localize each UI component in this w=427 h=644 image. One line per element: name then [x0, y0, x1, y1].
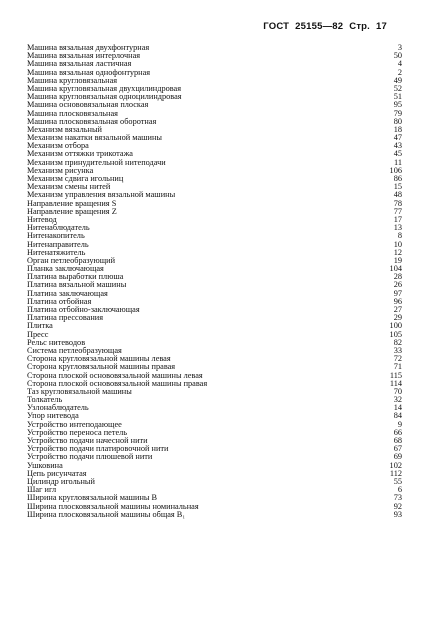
index-entry	[27, 388, 402, 396]
index-page-number: 70	[393, 386, 402, 396]
index-entry	[27, 314, 402, 322]
index-term: Машина кругловязальная	[27, 75, 118, 85]
index-term: Платина выработки плюша	[27, 272, 124, 282]
index-page-number: 106	[389, 165, 402, 175]
index-term: Механизм управления вязальной машины	[27, 190, 176, 200]
index-page-number: 55	[393, 476, 402, 486]
index-term: Механизм накатки вязальной машины	[27, 133, 162, 143]
index-term: Машина основовязальная плоская	[27, 100, 149, 110]
index-term: Толкатель	[27, 395, 63, 405]
index-term: Механизм смены нитей	[27, 182, 111, 192]
index-page-number: 82	[393, 337, 402, 347]
index-page-number: 26	[393, 280, 402, 290]
index-page-number: 45	[393, 149, 402, 159]
index-term: Планка заключающая	[27, 264, 104, 274]
index-term: Платина отбойная	[27, 296, 92, 306]
index-term: Направление вращения S	[27, 198, 117, 208]
index-term: Нитенатяжитель	[27, 247, 86, 257]
index-term: Механизм сдвига игольниц	[27, 174, 124, 183]
index-page-number: 14	[393, 403, 402, 413]
index-page-number: 69	[393, 452, 402, 462]
index-page-number: 102	[389, 460, 402, 470]
index-term: Плитка	[27, 321, 53, 331]
index-page-number: 80	[393, 116, 402, 126]
index-term: Сторона кругловязальной машины правая	[27, 362, 176, 372]
index-term: Нитевод	[27, 214, 57, 224]
index-page-number: 17	[393, 214, 402, 224]
index-term: Механизм принудительной нитеподачи	[27, 157, 166, 167]
gost-label: ГОСТ	[263, 21, 290, 32]
index-term: Шаг игл	[27, 485, 57, 495]
index-page-number: 48	[393, 190, 402, 200]
index-page-number: 79	[393, 108, 402, 118]
index-term: Система петлеобразующая	[27, 345, 122, 355]
index-page-number: 96	[393, 296, 402, 306]
index-page-number: 33	[393, 345, 402, 355]
index-page-number: 6	[397, 485, 402, 495]
index-page-number: 12	[393, 247, 402, 257]
index-page-number: 49	[393, 75, 402, 85]
index-term: Машина плосковязальная оборотная	[27, 116, 157, 126]
index-page-number: 51	[393, 92, 402, 102]
index-page-number: 73	[393, 493, 402, 503]
index-term: Ширина плосковязальной машины номинальная	[27, 501, 199, 511]
index-term: Нитенакопитель	[27, 231, 85, 241]
index-term: Нитенаблюдатель	[27, 223, 90, 233]
index-term: Ширина плосковязальной машины общая B₁	[27, 509, 186, 519]
index-term: Устройство подачи платировочной нити	[27, 444, 169, 454]
index-entry	[27, 404, 402, 412]
index-term: Устройство подачи начесной нити	[27, 436, 148, 445]
index-term: Машина вязальная двухфонтурная	[27, 43, 150, 52]
index-page-number: 19	[393, 255, 402, 265]
index-term: Платина заключающая	[27, 288, 108, 298]
index-page-number: 68	[393, 436, 402, 445]
index-page-number: 93	[393, 509, 402, 519]
index-term: Платина отбойно-заключающая	[27, 305, 140, 314]
index-term: Механизм вязальный	[27, 124, 102, 134]
index-term: Ушковина	[27, 460, 63, 470]
index-page-number: 2	[397, 67, 402, 77]
index-term: Устройство переноса петель	[27, 427, 128, 437]
index-entry	[27, 322, 402, 330]
index-term: Машина вязальная однофонтурная	[27, 67, 151, 77]
index-page-number: 105	[389, 329, 402, 339]
index-term: Механизм оттяжки трикотажа	[27, 149, 133, 159]
index-term: Пресс	[27, 329, 49, 339]
index-page-number: 29	[393, 313, 402, 323]
index-term: Устройство интеподающее	[27, 419, 122, 429]
index-term: Машина плосковязальная	[27, 108, 118, 118]
index-page-number: 72	[393, 354, 402, 364]
index-term: Сторона кругловязальной машины левая	[27, 354, 171, 364]
index-page-number: 67	[393, 444, 402, 454]
index-page-number: 13	[393, 223, 402, 233]
index-term: Сторона плоской основовязальной машины левая	[27, 370, 203, 380]
index-term: Рельс нитеводов	[27, 337, 86, 347]
gost-number: 25155—82	[295, 21, 344, 32]
index-page-number: 52	[393, 83, 402, 93]
index-page-number: 9	[397, 419, 402, 429]
index-page-number: 104	[389, 264, 402, 274]
index-page-number: 47	[393, 133, 402, 143]
page-header	[263, 21, 387, 32]
index-page-number: 8	[397, 231, 402, 241]
index-page-number: 92	[393, 501, 402, 511]
index-term: Машина вязальная интерлочная	[27, 51, 141, 61]
index-term: Орган петлеобразующий	[27, 255, 116, 265]
index-page-number: 32	[393, 395, 402, 405]
index-page-number: 66	[393, 427, 402, 437]
index-term: Машина кругловязальная двухцилиндровая	[27, 83, 182, 93]
index-page-number: 86	[393, 174, 402, 183]
index-term: Платина прессования	[27, 313, 104, 323]
index-page-number: 28	[393, 272, 402, 282]
index-page-number: 50	[393, 51, 402, 61]
index-entry	[27, 208, 402, 216]
index-entry	[27, 511, 402, 519]
index-term: Сторона плоской основовязальной машины правая	[27, 378, 208, 388]
index-term: Платина вязальной машины	[27, 280, 127, 290]
index-page-number: 10	[393, 239, 402, 249]
index-page-number: 11	[394, 157, 402, 167]
index-page-number: 97	[393, 288, 402, 298]
page-label: Стр.	[349, 21, 371, 32]
index-term: Механизм отбора	[27, 141, 89, 151]
index-page-number: 95	[393, 100, 402, 110]
index-entry	[27, 453, 402, 461]
index-term: Узлонаблюдатель	[27, 403, 89, 413]
index-page-number: 84	[393, 411, 402, 421]
index-page-number: 114	[389, 378, 402, 388]
index-term: Цепь рисунчатая	[27, 468, 87, 478]
index-page-number: 18	[393, 124, 402, 134]
index-term: Направление вращения Z	[27, 206, 117, 216]
index-page-number: 3	[397, 43, 402, 52]
index-page-number: 115	[389, 370, 402, 380]
index-page-number: 15	[393, 182, 402, 192]
index-page-number: 100	[389, 321, 402, 331]
page-number: 17	[376, 21, 387, 32]
index-term: Упор нитевода	[27, 411, 79, 421]
index-page-number: 27	[393, 305, 402, 314]
index-list	[27, 44, 402, 519]
index-page-number: 112	[389, 468, 402, 478]
index-term: Таз кругловязальной машины	[27, 386, 132, 396]
index-page-number: 78	[393, 198, 402, 208]
index-page-number: 77	[393, 206, 402, 216]
index-page-number: 71	[393, 362, 402, 372]
index-page-number: 43	[393, 141, 402, 151]
index-term: Машина вязальная ластичная	[27, 59, 132, 69]
index-term: Устройство подачи плюшевой нити	[27, 452, 153, 462]
index-entry	[27, 478, 402, 486]
index-term: Нитенаправитель	[27, 239, 89, 249]
index-term: Механизм рисунка	[27, 165, 94, 175]
index-term: Ширина кругловязальной машины B	[27, 493, 158, 503]
index-page-number: 4	[397, 59, 402, 69]
index-term: Цилиндр игольный	[27, 476, 95, 486]
index-term: Машина кругловязальная одноцилиндровая	[27, 92, 182, 102]
